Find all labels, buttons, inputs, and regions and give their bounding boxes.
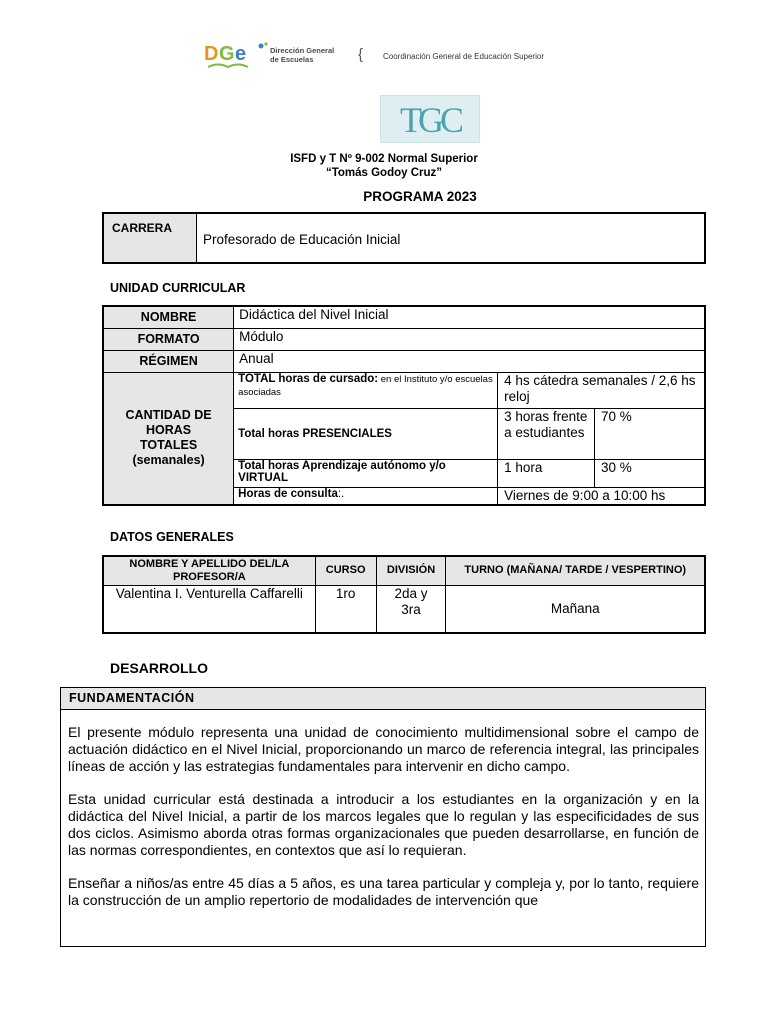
institution-name: ISFD y T Nº 9-002 Normal Superior <box>290 153 478 165</box>
datos-generales-table <box>102 555 706 634</box>
fundamentacion-paragraph: El presente módulo representa una unidad de conocimiento multidimensional sobre el campo de actuación didáctico en el Nivel Inicial, proporcionando un marco de referencia integral, las principales líneas de acción y las estrategias fundamentales para intervenir en dicho campo. <box>68 724 699 774</box>
cantidad-label-line4: (semanales) <box>132 453 205 467</box>
fundamentacion-body <box>61 710 705 909</box>
cantidad-label-line2: HORAS <box>146 423 192 437</box>
dge-logo <box>204 40 270 72</box>
coordinacion-label: Coordinación General de Educación Superior <box>383 52 544 61</box>
consulta-label-text: Horas de consulta <box>238 487 338 500</box>
regimen-label: RÉGIMEN <box>103 350 234 372</box>
tgc-logo <box>380 95 480 143</box>
total-cursado-note: en el Instituto y/o escuelas asociadas <box>238 373 493 398</box>
header-separator: { <box>358 46 364 63</box>
svg-text:G: G <box>219 43 235 65</box>
consulta-label <box>234 487 498 505</box>
nombre-value: Didáctica del Nivel Inicial <box>234 306 705 328</box>
consulta-suffix: :. <box>337 487 345 500</box>
header-turno: TURNO (MAÑANA/ TARDE / VESPERTINO) <box>446 556 705 585</box>
formato-label: FORMATO <box>103 328 234 350</box>
formato-value: Módulo <box>234 328 705 350</box>
header-curso: CURSO <box>315 556 376 585</box>
presenciales-value: 3 horas frente a estudiantes <box>498 408 595 459</box>
svg-text:D: D <box>204 43 219 65</box>
nombre-label: NOMBRE <box>103 306 234 328</box>
fundamentacion-paragraph: Enseñar a niños/as entre 45 días a 5 años, es una tarea particular y compleja y, por lo tanto, requiere la construcción de un amplio repertorio de modalidades de intervención que <box>68 875 699 908</box>
dge-name <box>270 46 334 64</box>
header-division: DIVISIÓN <box>376 556 446 585</box>
programa-title: PROGRAMA 2023 <box>363 189 477 204</box>
total-cursado-label-text: TOTAL horas de cursado: <box>238 372 379 385</box>
datos-generales-title: DATOS GENERALES <box>110 530 234 544</box>
regimen-value: Anual <box>234 350 705 372</box>
fundamentacion-title: FUNDAMENTACIÓN <box>61 688 705 710</box>
header-profesor: NOMBRE Y APELLIDO DEL/LA PROFESOR/A <box>103 556 315 585</box>
total-cursado-label <box>234 372 498 408</box>
total-cursado-value: 4 hs cátedra semanales / 2,6 hs reloj <box>498 372 705 408</box>
autonomo-pct: 30 % <box>595 459 705 487</box>
fundamentacion-paragraph: Esta unidad curricular está destinada a introducir a los estudiantes en la organización y en la didáctica del Nivel Inicial, a partir de los marcos legales que lo regulan y las especificidades de sus dos ciclos. Asimismo aborda otras formas organizacionales que pueden desarrollarse, en función de las normas correspondientes, en contextos que así lo requieran. <box>68 791 699 858</box>
consulta-value: Viernes de 9:00 a 10:00 hs <box>498 487 705 505</box>
cantidad-horas-label <box>103 372 234 505</box>
dge-name-line2: de Escuelas <box>270 55 314 64</box>
svg-text:e: e <box>235 43 247 65</box>
unidad-curricular-table <box>102 305 706 506</box>
fundamentacion-box <box>60 687 706 947</box>
profesor-value: Valentina I. Venturella Caffarelli <box>103 585 315 633</box>
division-value: 2da y 3ra <box>376 585 446 633</box>
cantidad-label-line1: CANTIDAD DE <box>125 408 212 422</box>
autonomo-value: 1 hora <box>498 459 595 487</box>
presenciales-pct: 70 % <box>595 408 705 459</box>
carrera-value: Profesorado de Educación Inicial <box>197 213 706 263</box>
cantidad-label-line3: TOTALES <box>139 438 198 452</box>
carrera-table <box>102 212 706 264</box>
unidad-curricular-title: UNIDAD CURRICULAR <box>110 281 246 295</box>
presenciales-label: Total horas PRESENCIALES <box>234 408 498 459</box>
tgc-logo-text: TGC <box>400 100 460 140</box>
carrera-label: CARRERA <box>103 213 197 263</box>
curso-value: 1ro <box>315 585 376 633</box>
autonomo-label: Total horas Aprendizaje autónomo y/o VIRTUAL <box>234 459 498 487</box>
institution-subname: “Tomás Godoy Cruz” <box>325 167 443 179</box>
dge-name-line1: Dirección General <box>270 46 335 55</box>
turno-value: Mañana <box>446 585 705 633</box>
desarrollo-title: DESARROLLO <box>110 660 208 676</box>
